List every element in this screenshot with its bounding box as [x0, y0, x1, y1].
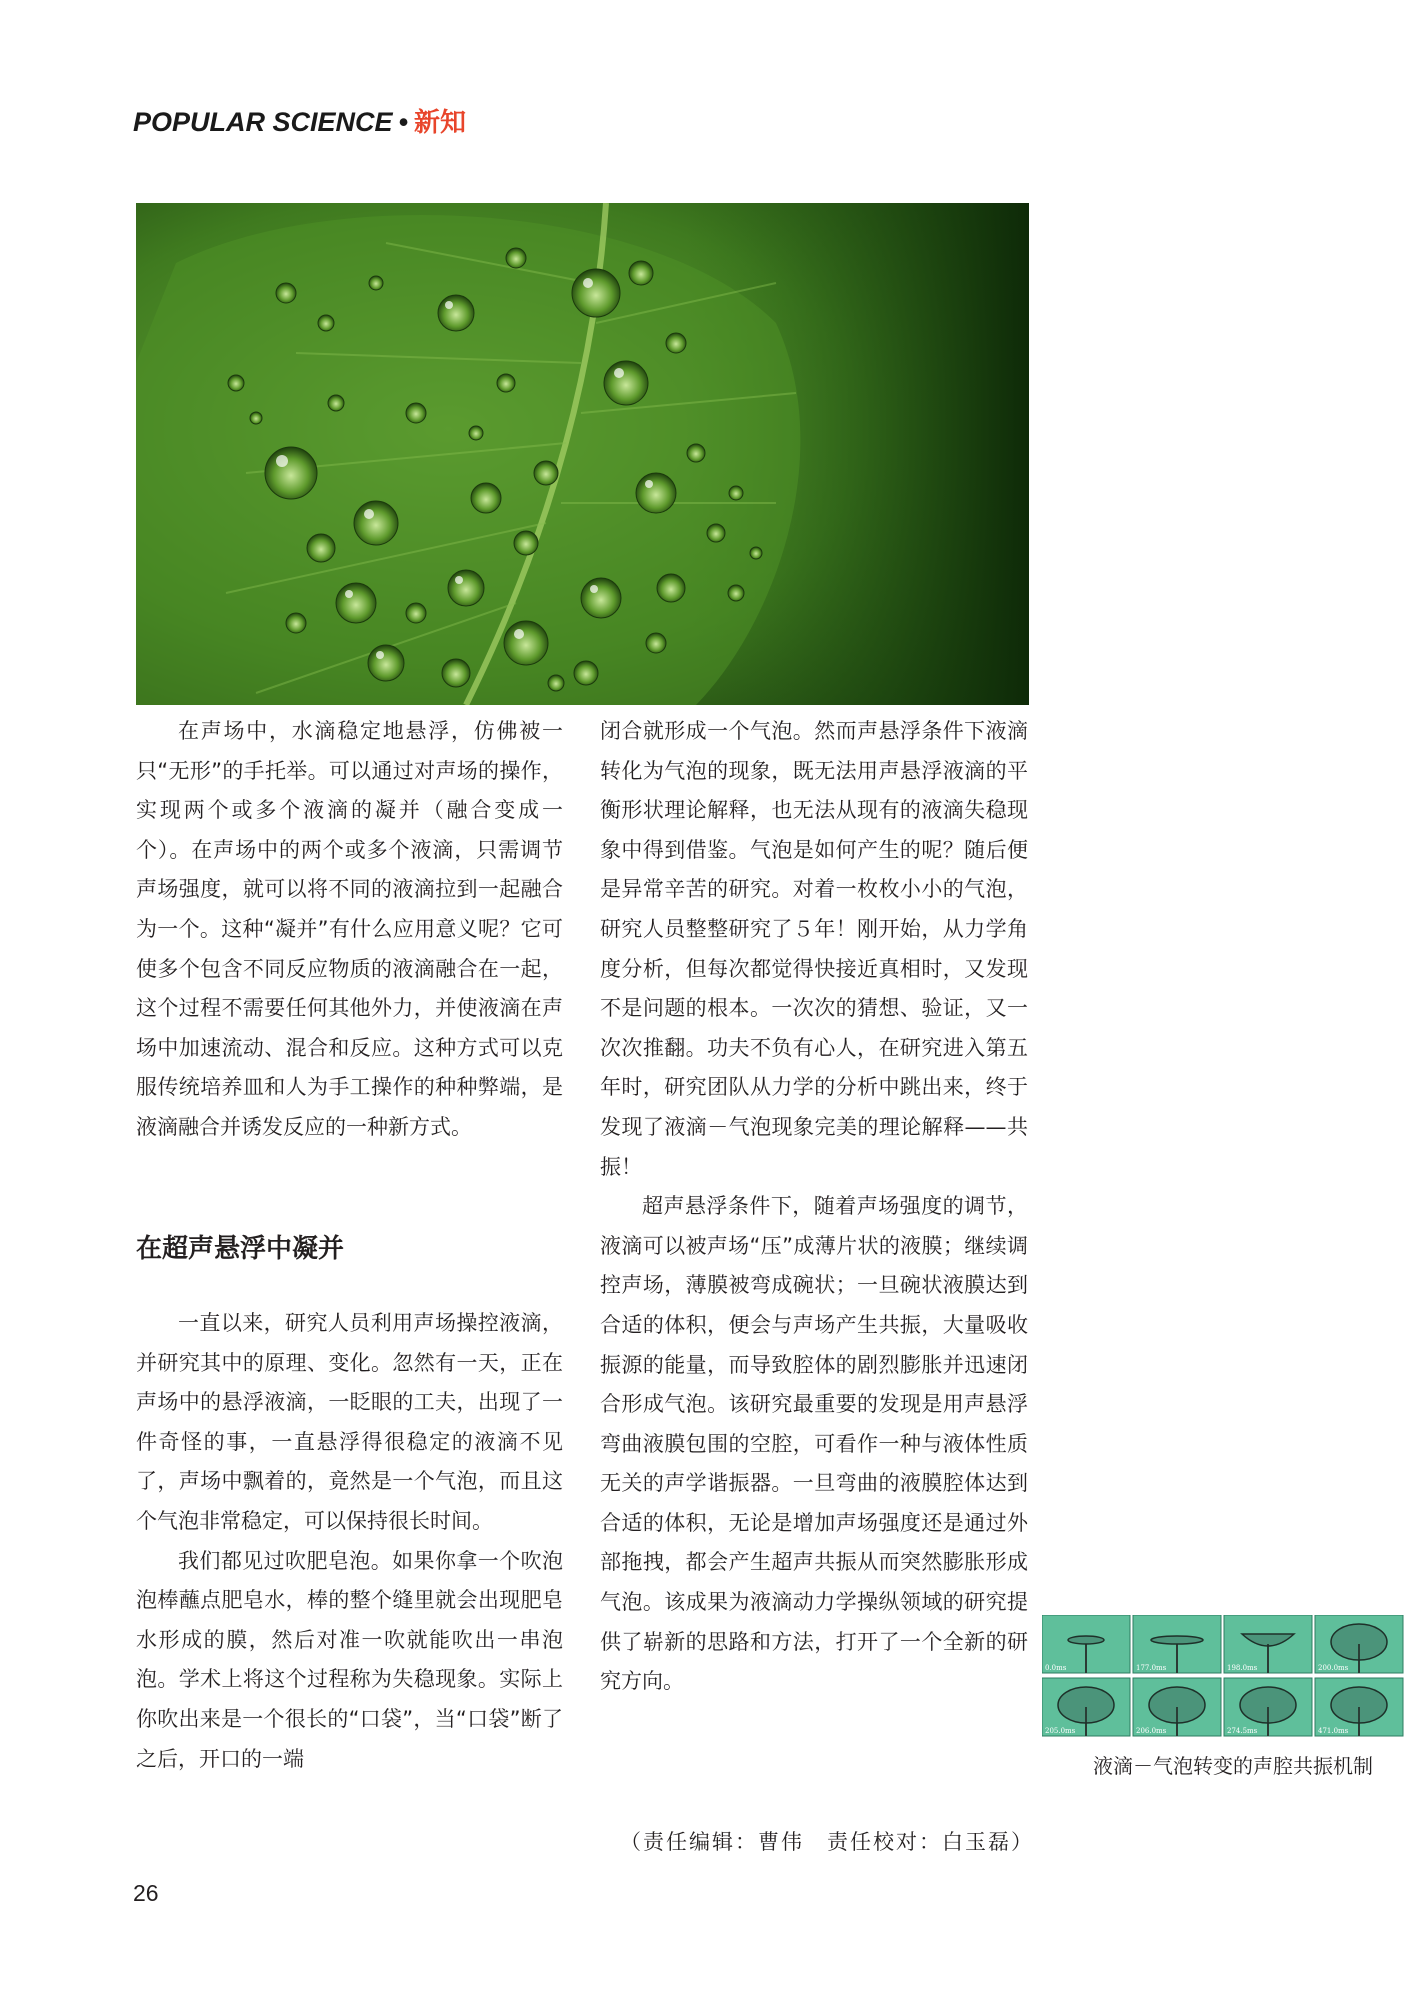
page-number: 26: [133, 1880, 159, 1906]
editor-credit: （责任编辑：曹伟 责任校对：白玉磊）: [620, 1830, 1034, 1854]
figure-caption: 液滴－气泡转变的声腔共振机制: [1093, 1754, 1373, 1778]
frame-time-label: 471.0ms: [1318, 1727, 1349, 1735]
figure-frame: [1133, 1615, 1221, 1673]
figure-frame: [1042, 1615, 1130, 1673]
frame-time-label: 205.0ms: [1045, 1727, 1076, 1735]
magazine-header: [133, 102, 466, 139]
leaf-water-drops-photo: [136, 203, 1029, 705]
frame-time-label: 198.0ms: [1227, 1664, 1258, 1672]
column-name: 新知: [414, 108, 467, 138]
frame-time-label: 177.0ms: [1136, 1664, 1167, 1672]
paragraph: 一直以来，研究人员利用声场操控液滴，并研究其中的原理、变化。忽然有一天，正在声场中的悬浮液滴，一眨眼的工夫，出现了一件奇怪的事，一直悬浮得很稳定的液滴不见了，声场中飘着的，竟然是一个气泡，而且这个气泡非常稳定，可以保持很长时间。: [136, 1311, 563, 1533]
frame-time-label: 0.0ms: [1045, 1664, 1067, 1672]
paragraph: 超声悬浮条件下，随着声场强度的调节，液滴可以被声场“压”成薄片状的液膜；继续调控声场，薄膜被弯成碗状；一旦碗状液膜达到合适的体积，便会与声场产生共振，大量吸收振源的能量，而导致腔体的剧烈膨胀并迅速闭合形成气泡。该研究最重要的发现是用声悬浮弯曲液膜包围的空腔，可看作一种与液体性质无关的声学谐振器。一旦弯曲的液膜腔体达到合适的体积，无论是增加声场强度还是通过外部拖拽，都会产生超声共振从而突然膨胀形成气泡。该成果为液滴动力学操纵领域的研究提供了崭新的思路和方法，打开了一个全新的研究方向。: [600, 1194, 1028, 1694]
frame-time-label: 200.0ms: [1318, 1664, 1349, 1672]
paragraph: 在声场中，水滴稳定地悬浮，仿佛被一只“无形”的手托举。可以通过对声场的操作，实现两个或多个液滴的凝并（融合变成一个）。在声场中的两个或多个液滴，只需调节声场强度，就可以将不同的液滴拉到一起融合为一个。这种“凝并”有什么应用意义呢？它可使多个包含不同反应物质的液滴融合在一起，这个过程不需要任何其他外力，并使液滴在声场中加速流动、混合和反应。这种方式可以克服传统培养皿和人为手工操作的种种弊端，是液滴融合并诱发反应的一种新方式。: [136, 719, 563, 1139]
brand-name: POPULAR SCIENCE: [133, 107, 393, 137]
resonance-figure: [1042, 1615, 1405, 1737]
frame-time-label: 206.0ms: [1136, 1727, 1167, 1735]
left-column-bottom: [136, 1304, 563, 1779]
right-column: [600, 712, 1028, 1702]
paragraph: 闭合就形成一个气泡。然而声悬浮条件下液滴转化为气泡的现象，既无法用声悬浮液滴的平衡形状理论解释，也无法从现有的液滴失稳现象中得到借鉴。气泡是如何产生的呢？随后便是异常辛苦的研究。对着一枚枚小小的气泡，研究人员整整研究了５年！刚开始，从力学角度分析，但每次都觉得快接近真相时，又发现不是问题的根本。一次次的猜想、验证，又一次次推翻。功夫不负有心人，在研究进入第五年时，研究团队从力学的分析中跳出来，终于发现了液滴－气泡现象完美的理论解释——共振！: [600, 719, 1028, 1179]
figure-frame: [1224, 1615, 1312, 1673]
frame-time-label: 274.5ms: [1227, 1727, 1258, 1735]
figure-frame: [1315, 1615, 1403, 1673]
section-heading: 在超声悬浮中凝并: [136, 1234, 345, 1264]
left-column-top: [136, 712, 563, 1148]
figure-frame: [1315, 1678, 1403, 1736]
figure-frame: [1042, 1678, 1130, 1736]
figure-frame: [1133, 1678, 1221, 1736]
header-separator: •: [398, 107, 408, 137]
figure-frame: [1224, 1678, 1312, 1736]
paragraph: 我们都见过吹肥皂泡。如果你拿一个吹泡泡棒蘸点肥皂水，棒的整个缝里就会出现肥皂水形成的膜，然后对准一吹就能吹出一串泡泡。学术上将这个过程称为失稳现象。实际上你吹出来是一个很长的“口袋”，当“口袋”断了之后，开口的一端: [136, 1548, 563, 1771]
